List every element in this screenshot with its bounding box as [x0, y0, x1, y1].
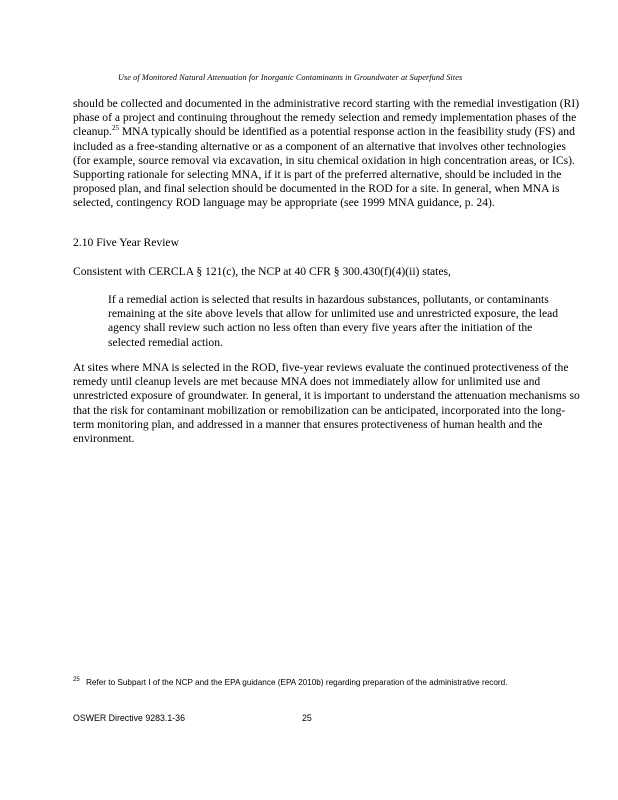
section-heading: 2.10 Five Year Review — [73, 236, 179, 249]
running-header: Use of Monitored Natural Attenuation for Inorganic Contaminants in Groundwater at Superfund Sites — [118, 73, 463, 82]
footnote — [73, 677, 543, 688]
paragraph-ncp-intro: Consistent with CERCLA § 121(c), the NCP at 40 CFR § 300.430(f)(4)(ii) states, — [73, 265, 451, 278]
footer-directive: OSWER Directive 9283.1-36 — [73, 713, 185, 723]
paragraph-text: should be collected and documented in the administrative record starting with the remedial investigation (RI) phase of a project and continuing throughout the remedy selection and remedy implementation phases of the cleanup. — [73, 97, 580, 139]
footnote-reference: 25 — [111, 124, 119, 133]
footnote-text: Refer to Subpart I of the NCP and the EPA guidance (EPA 2010b) regarding preparation of the administrative record. — [86, 678, 508, 687]
paragraph-text-continued: MNA typically should be identified as a potential response action in the feasibility study (FS) and included as a free-standing alternative or as a component of an alternative that involves other technologies (for example, source removal via excavation, in situ chemical oxidation in high concentration areas, or ICs). Supporting rationale for selecting MNA, if it is part of the preferred alternative, should be included in the proposed plan, and final selection should be documented in the ROD for a site. In general, when MNA is selected, contingency ROD language may be appropriate (see 1999 MNA guidance, p. 24). — [73, 125, 575, 210]
block-quote: If a remedial action is selected that results in hazardous substances, pollutants, or contaminants remaining at the site above levels that allow for unlimited use and unrestricted exposure, the lead agency shall review such action no less often than every five years after the initiation of the selected remedial action. — [108, 293, 559, 349]
paragraph-record-documentation — [73, 97, 585, 211]
paragraph-five-year-reviews: At sites where MNA is selected in the ROD, five-year reviews evaluate the continued protectiveness of the remedy until cleanup levels are met because MNA does not immediately allow for unlimited use and unrestricted exposure of groundwater. In general, it is important to understand the attenuation mechanisms so that the risk for contaminant mobilization or remobilization can be anticipated, incorporated into the long-term monitoring plan, and addressed in a manner that ensures protectiveness of human health and the environment. — [73, 361, 580, 446]
footnote-number: 25 — [73, 677, 80, 683]
page-number: 25 — [302, 713, 312, 723]
